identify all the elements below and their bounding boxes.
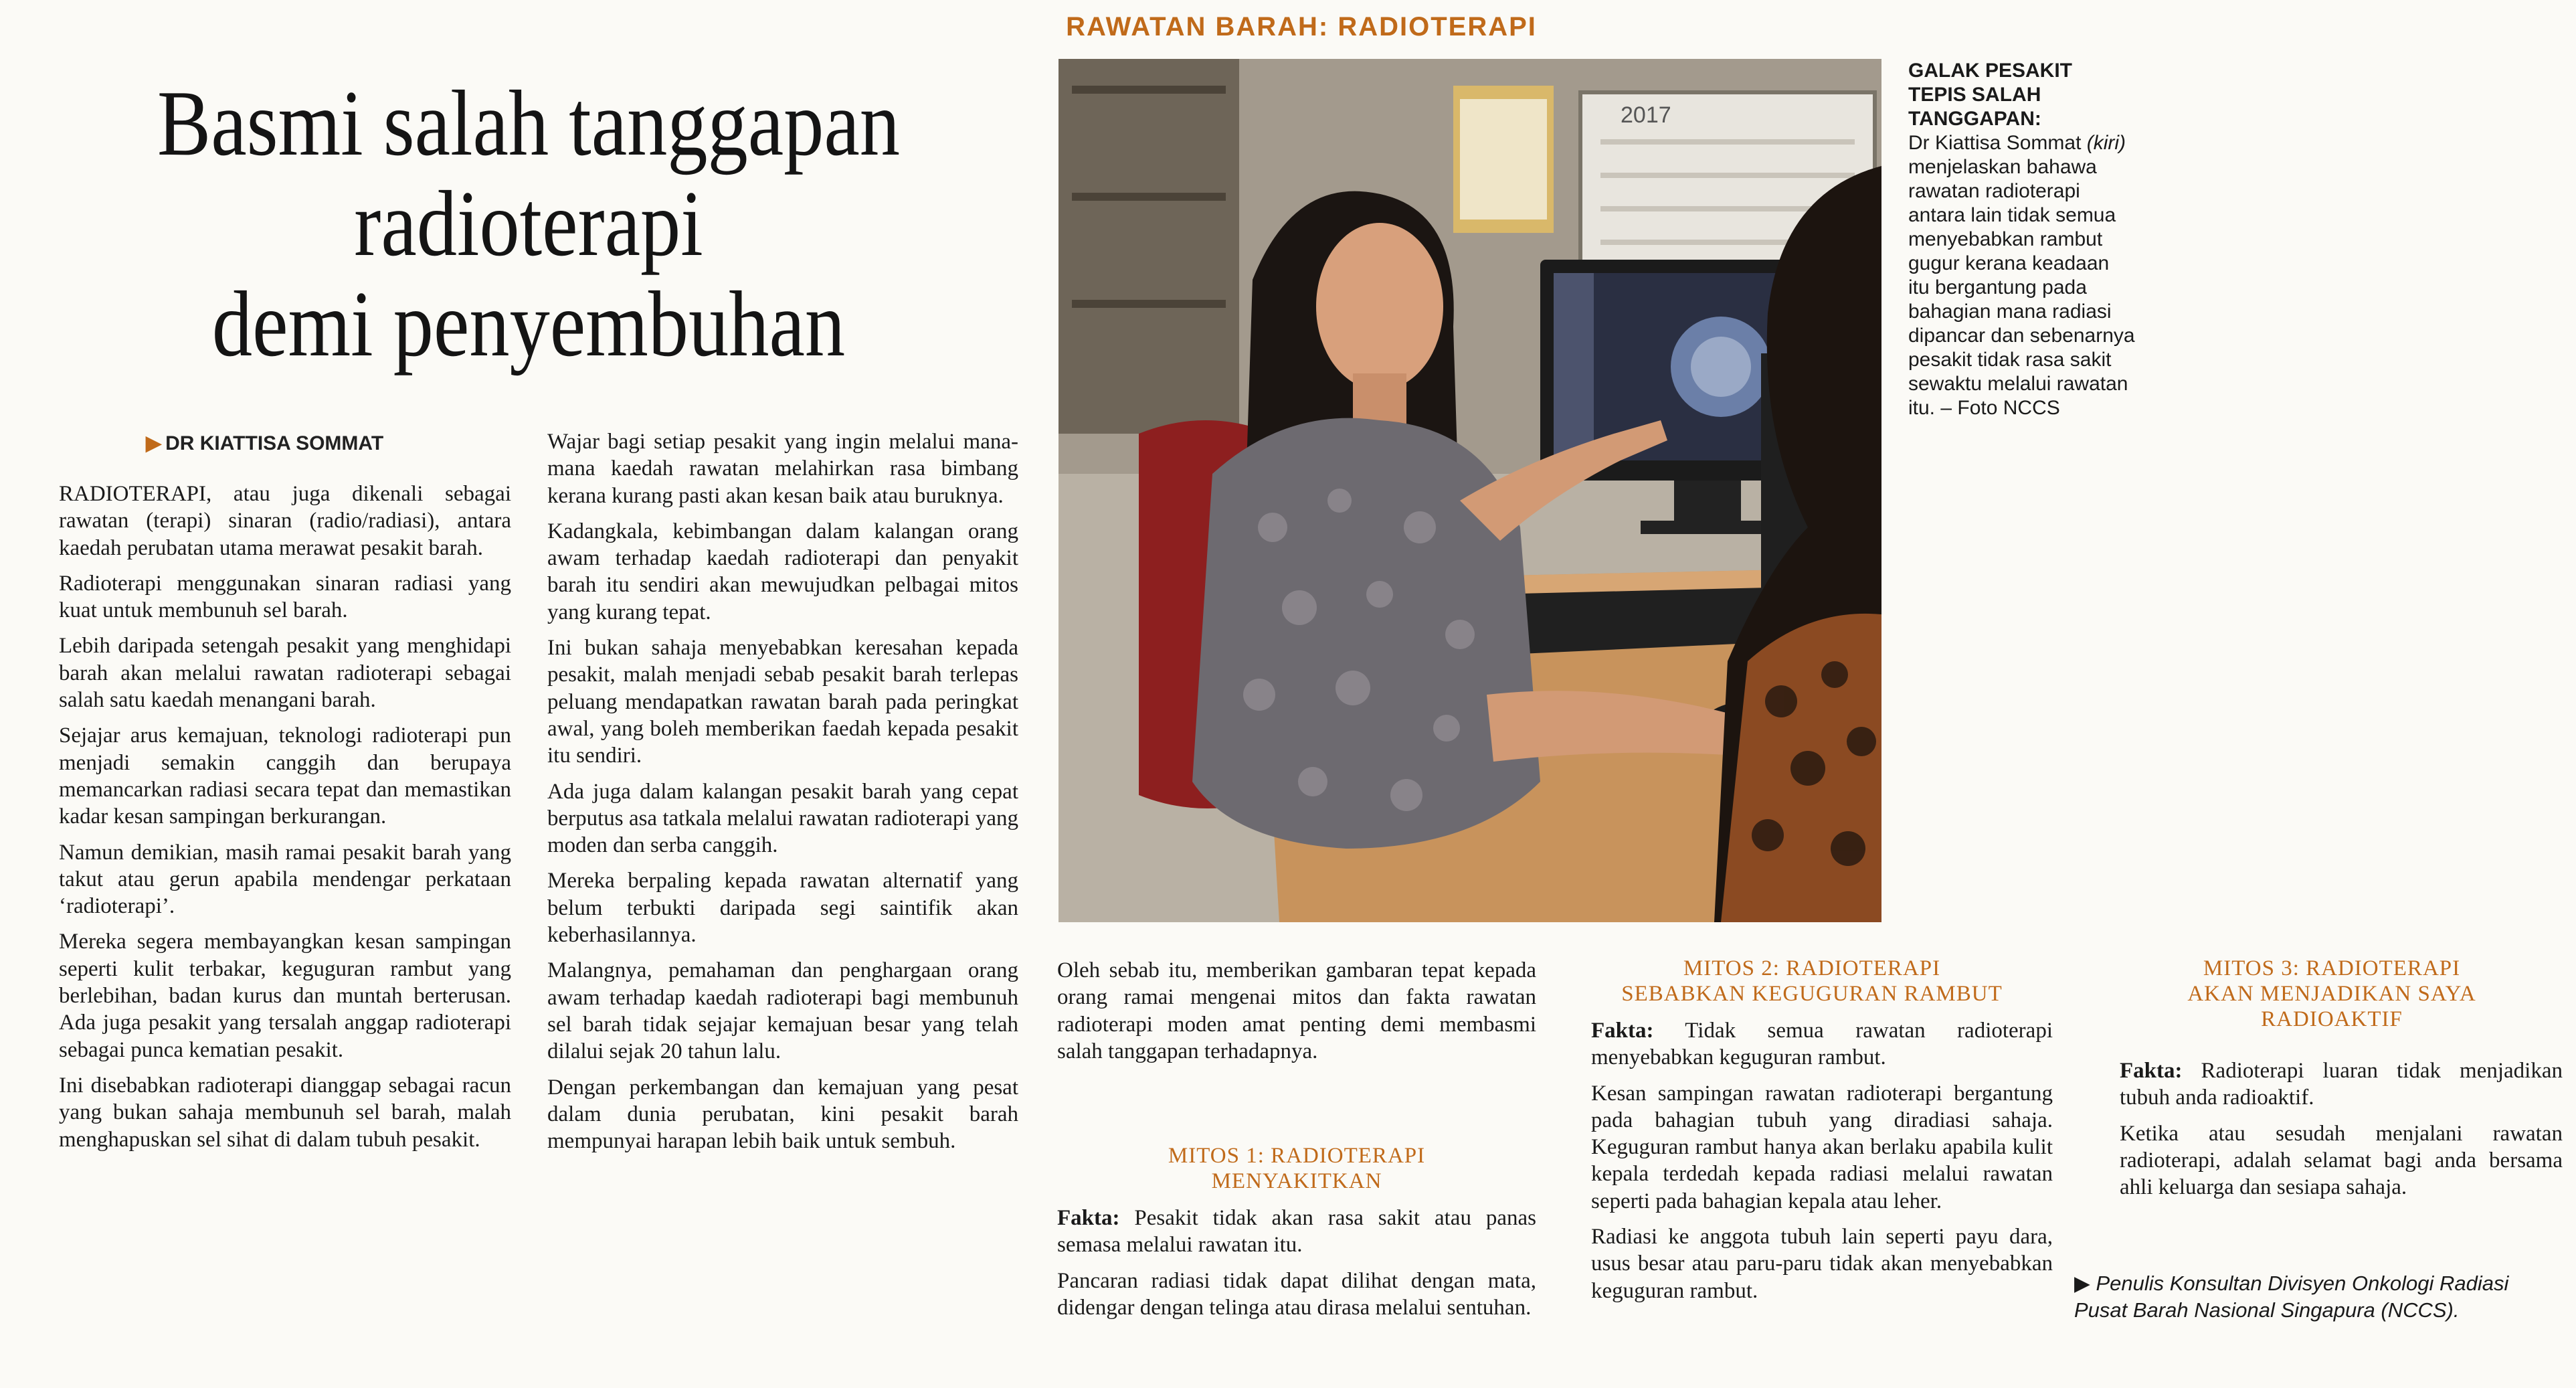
heading-line: MITOS 1: RADIOTERAPI [1168, 1144, 1426, 1168]
byline [146, 432, 383, 455]
photo-caption [1908, 59, 2551, 420]
paragraph: Dengan perkembangan dan kemajuan yang pesat dalam dunia perubatan, kini pesakit barah mempunyai harapan lebih baik untuk sembuh. [547, 1075, 1018, 1154]
byline-arrow-icon: ▶ [146, 432, 162, 454]
myth-3-body [2120, 1057, 2563, 1201]
caption-title-line: GALAK PESAKIT [1908, 60, 2073, 82]
section-kicker: RAWATAN BARAH: RADIOTERAPI [1066, 12, 1537, 41]
caption-body [1908, 131, 2136, 420]
fakta-text: Pesakit tidak akan rasa sakit atau panas semasa melalui rawatan itu. [1057, 1206, 1536, 1257]
paragraph: Kesan sampingan rawatan radioterapi bergantung pada bahagian tubuh yang diradiasi sahaja. Keguguran rambut hanya akan berlaku apabila kulit kepala terdedah kepada radiasi melalui rawatan seperti pada bahagian kepala atau leher. [1591, 1081, 2053, 1213]
fakta-text: Tidak semua rawatan radioterapi menyebabkan keguguran rambut. [1591, 1019, 2053, 1070]
myth-2-body [1591, 1017, 2053, 1304]
paragraph: Ketika atau sesudah menjalani rawatan radioterapi, adalah selamat bagi anda bersama ahli keluarga dan sesiapa sahaja. [2120, 1121, 2563, 1200]
caption-position: (kiri) [2086, 132, 2126, 154]
paragraph: Sejajar arus kemajuan, teknologi radioterapi pun menjadi semakin canggih dan berupaya memancarkan radiasi secara tepat dan memastikan kadar kesan sampingan berkurangan. [59, 723, 511, 829]
headline-line-2: radioterapi [354, 172, 703, 276]
paragraph [1057, 1205, 1536, 1259]
paragraph: Mereka berpaling kepada rawatan alternatif yang belum terbukti daripada segi saintifik akan keberhasilannya. [547, 869, 1018, 948]
byline-author: DR KIATTISA SOMMAT [165, 432, 384, 454]
fakta-label: Fakta: [1591, 1019, 1654, 1043]
paragraph: Malangnya, pemahaman dan penghargaan orang awam terhadap kaedah radioterapi bagi membunuh sel barah tidak sejajar kemajuan besar yang telah dilalui sejak 20 tahun lalu. [547, 958, 1018, 1064]
paragraph: Radioterapi menggunakan sinaran radiasi yang kuat untuk membunuh sel barah. [59, 571, 511, 623]
headline-line-3: demi penyembuhan [211, 272, 846, 376]
author-note [2074, 1270, 2563, 1324]
headline-line-1: Basmi salah tanggapan [157, 72, 901, 175]
caption-person-name: Dr Kiattisa Sommat [1908, 132, 2082, 154]
paragraph: Ada juga dalam kalangan pesakit barah yang cepat berputus asa tatkala melalui rawatan radioterapi yang moden dan serba canggih. [547, 779, 1018, 858]
caption-credit: – Foto NCCS [1940, 397, 2060, 419]
heading-line: MITOS 2: RADIOTERAPI [1683, 956, 1941, 980]
myth-1-body [1057, 1205, 1536, 1321]
paragraph [2120, 1057, 2563, 1112]
myth-3-heading [2101, 956, 2563, 1032]
paragraph: Namun demikian, masih ramai pesakit barah yang takut atau gerun apabila mendengar perkataan ‘radioterapi’. [59, 840, 511, 919]
paragraph: RADIOTERAPI, atau juga dikenali sebagai rawatan (terapi) sinaran (radio/radiasi), antara kaedah perubatan utama merawat pesakit barah. [59, 482, 511, 560]
caption-text: menjelaskan bahawa rawatan radioterapi antara lain tidak semua menyebabkan rambut gugur kerana keadaan itu bergantung pada bahagian mana radiasi dipancar dan sebenarnya pesakit tidak rasa sakit sewaktu melalui rawatan itu. [1908, 156, 2135, 419]
author-note-text: Penulis Konsultan Divisyen Onkologi Radiasi Pusat Barah Nasional Singapura (NCCS). [2074, 1272, 2509, 1322]
photo-illustration [1059, 59, 1881, 922]
paragraph: Kadangkala, kebimbangan dalam kalangan orang awam terhadap kaedah radioterapi dan penyakit barah itu sendiri akan mewujudkan pelbagai mitos yang kurang tepat. [547, 519, 1018, 624]
myth-2-heading [1572, 956, 2051, 1007]
paragraph: Ini disebabkan radioterapi dianggap sebagai racun yang bukan sahaja membunuh sel barah, malah menghapuskan sel sihat di dalam tubuh pesakit. [59, 1073, 511, 1152]
heading-line: MENYAKITKAN [1211, 1169, 1382, 1193]
heading-line: RADIOAKTIF [2261, 1007, 2403, 1031]
author-note-arrow-icon: ▶ [2074, 1272, 2090, 1295]
headline [97, 74, 960, 375]
paragraph: Radiasi ke anggota tubuh lain seperti payu dara, usus besar atau paru-paru tidak akan menyebabkan keguguran rambut. [1591, 1225, 2053, 1303]
article-photo [1059, 59, 1881, 922]
heading-line: AKAN MENJADIKAN SAYA [2187, 982, 2476, 1006]
myth-1-heading [1057, 1143, 1536, 1194]
article-column-3 [1057, 957, 1536, 1073]
caption-title-line: TEPIS SALAH [1908, 84, 2041, 106]
fakta-text: Radioterapi luaran tidak menjadikan tubuh anda radioaktif. [2120, 1059, 2563, 1110]
heading-line: MITOS 3: RADIOTERAPI [2203, 956, 2461, 980]
paragraph: Ini bukan sahaja menyebabkan keresahan kepada pesakit, malah menjadi sebab pesakit barah terlepas peluang mendapatkan rawatan barah pada peringkat awal, yang boleh memberikan faedah kepada pesakit itu sendiri. [547, 636, 1018, 768]
article-column-2 [547, 428, 1018, 1154]
caption-title [1908, 59, 2551, 131]
paragraph: Mereka segera membayangkan kesan sampingan seperti kulit terbakar, keguguran rambut yang berlebihan, badan kurus dan muntah berterusan. Ada juga pesakit yang tersalah anggap radioterapi sebagai punca kematian pesakit. [59, 930, 511, 1062]
paragraph [1591, 1017, 2053, 1071]
caption-title-line: TANGGAPAN: [1908, 108, 2041, 130]
fakta-label: Fakta: [1057, 1206, 1120, 1230]
paragraph: Lebih daripada setengah pesakit yang menghidapi barah akan melalui rawatan radioterapi sebagai salah satu kaedah menangani barah. [59, 634, 511, 713]
calendar-year: 2017 [1621, 102, 1671, 128]
heading-line: SEBABKAN KEGUGURAN RAMBUT [1621, 982, 2003, 1006]
fakta-label: Fakta: [2120, 1059, 2183, 1083]
paragraph: Pancaran radiasi tidak dapat dilihat dengan mata, didengar dengan telinga atau dirasa melalui sentuhan. [1057, 1268, 1536, 1320]
paragraph: Wajar bagi setiap pesakit yang ingin melalui mana-mana kaedah rawatan melahirkan rasa bimbang kerana kurang pasti akan kesan baik atau buruknya. [547, 430, 1018, 508]
paragraph: Oleh sebab itu, memberikan gambaran tepat kepada orang ramai mengenai mitos dan fakta rawatan radioterapi moden amat penting demi membasmi salah tanggapan terhadapnya. [1057, 958, 1536, 1063]
article-column-1 [59, 481, 511, 1153]
